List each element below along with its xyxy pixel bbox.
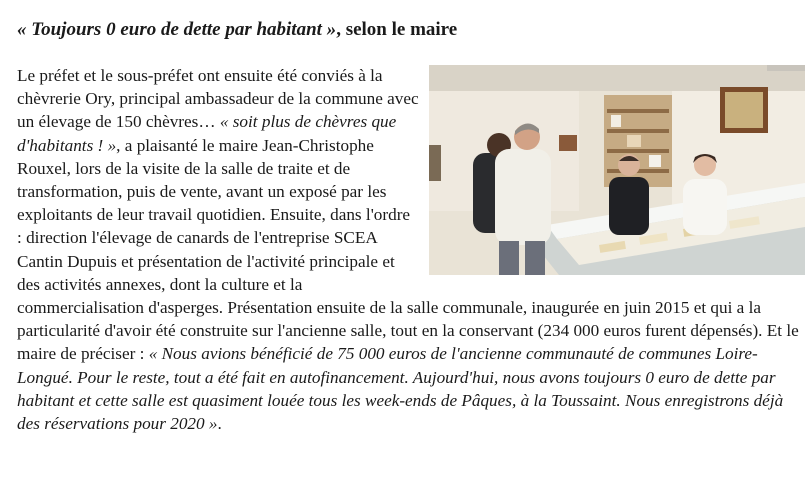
body-text-part1: Le préfet et le sous-préfet ont ensuite été conviés à la chèvrerie Ory, principal ambassadeur de la commune avec un élevage de 150 chèvres… <box>17 66 419 132</box>
article-photo <box>429 65 805 275</box>
article <box>17 18 805 435</box>
body-quote-goats: « soit plus de chèvres que d'habitants ! » <box>17 112 397 155</box>
article-headline <box>17 18 805 42</box>
headline-quote: « Toujours 0 euro de dette par habitant » <box>17 19 337 40</box>
body-text-end: . <box>217 414 222 434</box>
body-quote-mayor: « Nous avions bénéficié de 75 000 euros de l'ancienne communauté de communes Loire-Longué. Pour le reste, tout a été fait en autofinancement. Aujourd'hui, nous avons toujours 0 euro de dette par habitant et cette salle est quasiment louée tous les week-ends de Pâques, à la Toussaint. Nous enregistrons déjà des réservations pour 2020 » <box>17 344 784 434</box>
headline-rest: , selon le maire <box>336 19 458 40</box>
body-text-part2: , a plaisanté le maire Jean-Christophe Rouxel, lors de la visite de la salle de traite et de transformation, puis de vente, avant un exposé par les exploitants de leur travail quotidien. Ensuite, dans l'ordre : direction l'élevage de canards de l'entreprise SCEA Cantin Dupuis et présentation de l'activité principale et des activités annexes, dont la culture et la commercialisation d'asperges. Présentation ensuite de la salle communale, inaugurée en juin 2015 et qui a la particularité d'avoir été construite sur l'ancienne salle, tout en la conservant (234 000 euros furent dépensés). Et le maire de préciser : <box>17 135 799 364</box>
